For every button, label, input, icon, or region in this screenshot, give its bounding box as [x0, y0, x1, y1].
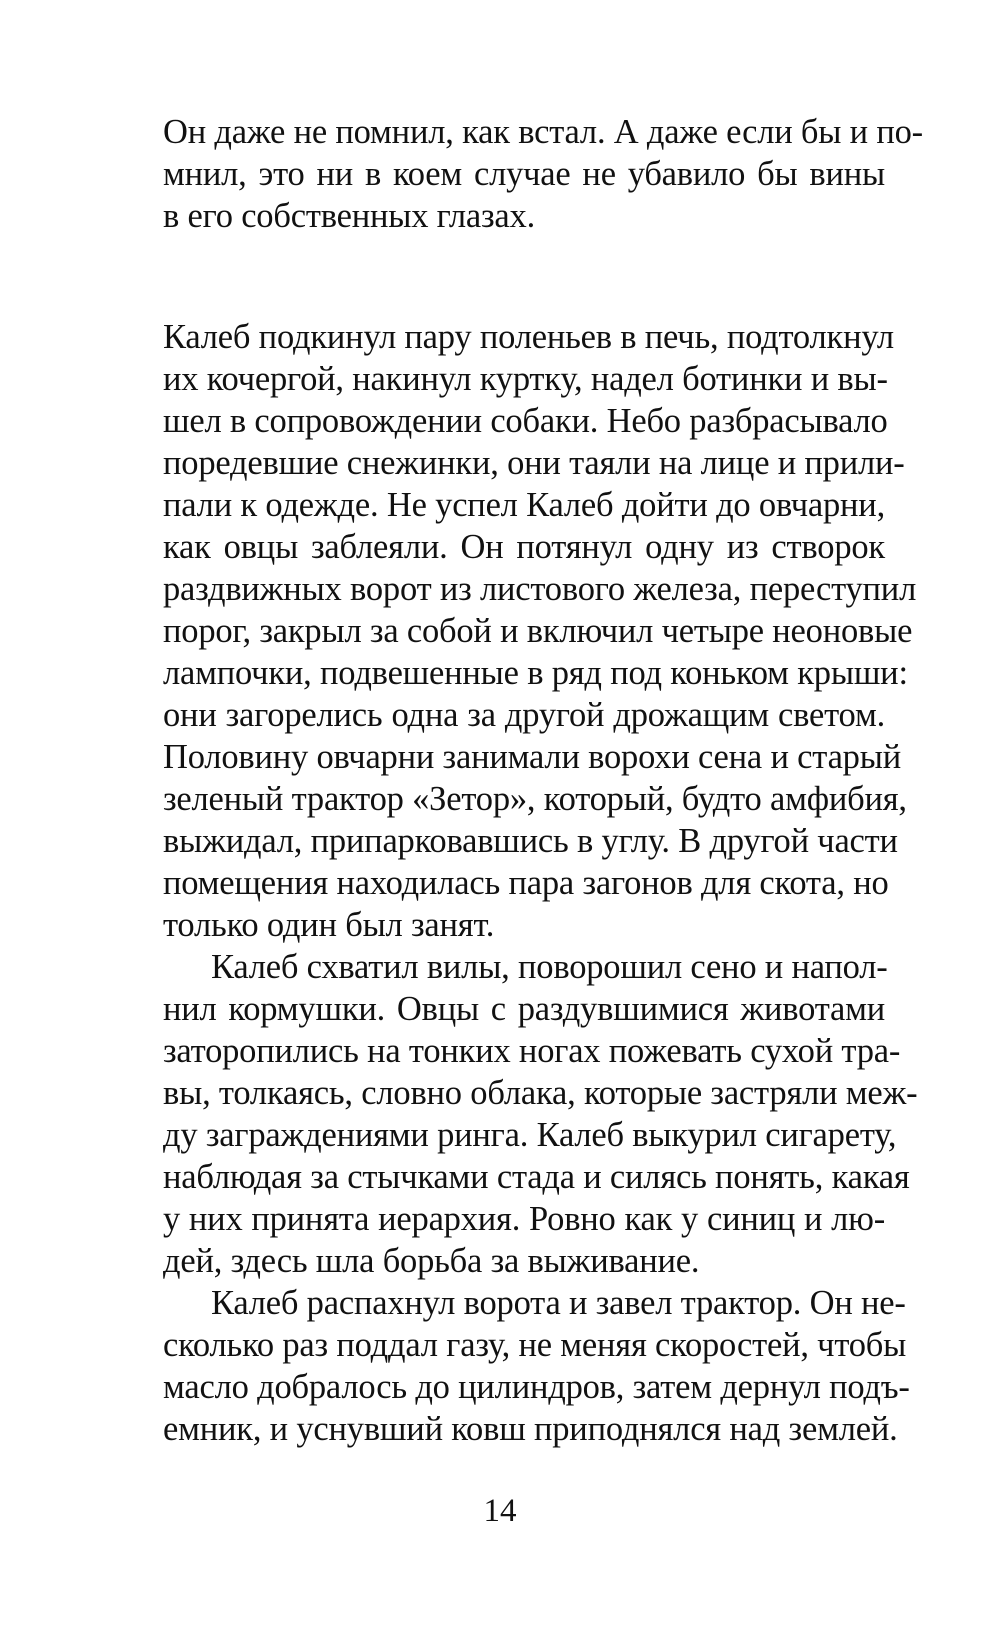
text-line: дей, здесь шла борьба за выживание.	[163, 1242, 700, 1280]
text-line: ду заграждениями ринга. Калеб выкурил сигарету,	[163, 1116, 897, 1154]
text-line: вы, толкаясь, словно облака, которые застряли меж-	[163, 1074, 918, 1112]
page-number: 14	[483, 1493, 517, 1529]
text-line: их кочергой, накинул куртку, надел ботинки и вы-	[163, 360, 888, 398]
text-line: нил кормушки. Овцы с раздувшимися животами	[163, 990, 885, 1028]
text-line: заторопились на тонких ногах пожевать сухой тра-	[163, 1032, 901, 1070]
text-line: масло добралось до цилиндров, затем дернул подъ-	[163, 1368, 910, 1406]
text-line: Он даже не помнил, как встал. А даже если бы и по-	[163, 113, 923, 151]
text-line: как овцы заблеяли. Он потянул одну из створок	[163, 528, 885, 566]
text-line: наблюдая за стычками стада и силясь понять, какая	[163, 1158, 910, 1196]
text-line: шел в сопровождении собаки. Небо разбрасывало	[163, 402, 888, 440]
text-line: раздвижных ворот из листового железа, переступил	[163, 570, 917, 608]
text-line: в его собственных глазах.	[163, 197, 536, 235]
text-line: помещения находилась пара загонов для скота, но	[163, 864, 889, 902]
text-line: мнил, это ни в коем случае не убавило бы вины	[163, 155, 885, 193]
text-line: поредевшие снежинки, они таяли на лице и прили-	[163, 444, 905, 482]
text-line: зеленый трактор «Зетор», который, будто амфибия,	[163, 780, 907, 818]
text-line: сколько раз поддал газу, не меняя скоростей, чтобы	[163, 1326, 907, 1364]
text-line: емник, и уснувший ковш приподнялся над землей.	[163, 1410, 898, 1448]
text-line: Калеб подкинул пару поленьев в печь, подтолкнул	[163, 318, 894, 356]
text-line: они загорелись одна за другой дрожащим светом.	[163, 696, 885, 734]
text-line: только один был занят.	[163, 906, 495, 944]
text-line: Калеб распахнул ворота и завел трактор. Он не-	[211, 1284, 906, 1322]
text-line: выжидал, припарковавшись в углу. В другой части	[163, 822, 898, 860]
text-line: Половину овчарни занимали ворохи сена и старый	[163, 738, 901, 776]
text-line: Калеб схватил вилы, поворошил сено и напол-	[211, 948, 888, 986]
text-line: порог, закрыл за собой и включил четыре неоновые	[163, 612, 913, 650]
text-line: лампочки, подвешенные в ряд под коньком крыши:	[163, 654, 908, 692]
text-line: пали к одежде. Не успел Калеб дойти до овчарни,	[163, 486, 885, 524]
text-line: у них принята иерархия. Ровно как у синиц и лю-	[163, 1200, 885, 1238]
